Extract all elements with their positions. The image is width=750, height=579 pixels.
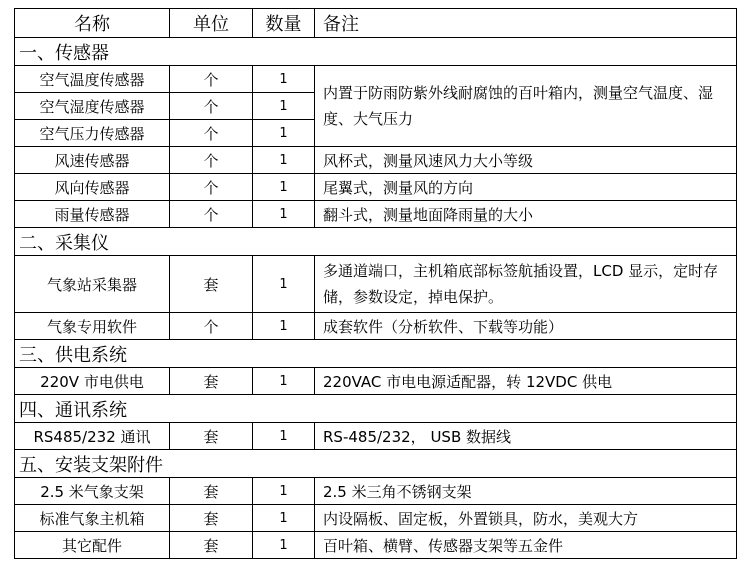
table-row [15, 423, 737, 450]
item-unit: 个 [170, 313, 253, 340]
item-qty: 1 [253, 93, 315, 120]
item-name: 风速传感器 [15, 147, 170, 174]
item-name: 空气压力传感器 [15, 120, 170, 147]
item-name: 其它配件 [15, 532, 170, 559]
item-name: 雨量传感器 [15, 201, 170, 228]
item-unit: 个 [170, 120, 253, 147]
section-row [15, 38, 737, 66]
item-qty: 1 [253, 478, 315, 505]
item-qty: 1 [253, 313, 315, 340]
item-name: 风向传感器 [15, 174, 170, 201]
item-desc-merged: 内置于防雨防紫外线耐腐蚀的百叶箱内，测量空气温度、湿度、大气压力 [315, 66, 737, 147]
section-title: 一、传感器 [15, 38, 737, 66]
section-row [15, 340, 737, 368]
item-qty: 1 [253, 174, 315, 201]
table-row [15, 532, 737, 559]
section-title: 四、通讯系统 [15, 395, 737, 423]
item-unit: 个 [170, 93, 253, 120]
item-qty: 1 [253, 423, 315, 450]
item-unit: 套 [170, 256, 253, 313]
section-title: 五、安装支架附件 [15, 450, 737, 478]
item-desc: 多通道端口，主机箱底部标签航插设置，LCD 显示，定时存储，参数设定，掉电保护。 [315, 256, 737, 313]
item-qty: 1 [253, 120, 315, 147]
item-unit: 套 [170, 505, 253, 532]
section-title: 二、采集仪 [15, 228, 737, 256]
item-desc: 风杯式，测量风速风力大小等级 [315, 147, 737, 174]
item-desc: 内设隔板、固定板，外置锁具，防水，美观大方 [315, 505, 737, 532]
table-row [15, 147, 737, 174]
item-desc: 成套软件（分析软件、下载等功能） [315, 313, 737, 340]
equipment-list [14, 8, 737, 559]
header-unit: 单位 [170, 9, 253, 38]
item-unit: 个 [170, 66, 253, 93]
item-name: 标准气象主机箱 [15, 505, 170, 532]
table-row [15, 256, 737, 313]
item-qty: 1 [253, 201, 315, 228]
table-row [15, 201, 737, 228]
item-name: 空气湿度传感器 [15, 93, 170, 120]
item-name: 空气温度传感器 [15, 66, 170, 93]
section-row [15, 395, 737, 423]
item-desc: 2.5 米三角不锈钢支架 [315, 478, 737, 505]
item-desc: 尾翼式，测量风的方向 [315, 174, 737, 201]
item-unit: 个 [170, 147, 253, 174]
header-name: 名称 [15, 9, 170, 38]
item-desc: 220VAC 市电电源适配器，转 12VDC 供电 [315, 368, 737, 395]
item-desc: 百叶箱、横臂、传感器支架等五金件 [315, 532, 737, 559]
item-qty: 1 [253, 66, 315, 93]
item-qty: 1 [253, 256, 315, 313]
table-row [15, 505, 737, 532]
item-name: 气象站采集器 [15, 256, 170, 313]
item-name: 2.5 米气象支架 [15, 478, 170, 505]
item-name: RS485/232 通讯 [15, 423, 170, 450]
item-name: 气象专用软件 [15, 313, 170, 340]
item-unit: 套 [170, 368, 253, 395]
item-unit: 套 [170, 423, 253, 450]
table-row [15, 66, 737, 93]
header-row [15, 9, 737, 38]
header-note: 备注 [315, 9, 737, 38]
table-row [15, 478, 737, 505]
item-qty: 1 [253, 147, 315, 174]
item-qty: 1 [253, 505, 315, 532]
header-qty: 数量 [253, 9, 315, 38]
item-qty: 1 [253, 368, 315, 395]
table-row [15, 174, 737, 201]
table-row [15, 368, 737, 395]
item-qty: 1 [253, 532, 315, 559]
item-name: 220V 市电供电 [15, 368, 170, 395]
table-row [15, 313, 737, 340]
section-title: 三、供电系统 [15, 340, 737, 368]
section-row [15, 228, 737, 256]
equipment-table [14, 8, 737, 559]
item-unit: 个 [170, 174, 253, 201]
item-unit: 个 [170, 201, 253, 228]
item-desc: RS-485/232， USB 数据线 [315, 423, 737, 450]
section-row [15, 450, 737, 478]
item-unit: 套 [170, 532, 253, 559]
item-desc: 翻斗式，测量地面降雨量的大小 [315, 201, 737, 228]
item-unit: 套 [170, 478, 253, 505]
